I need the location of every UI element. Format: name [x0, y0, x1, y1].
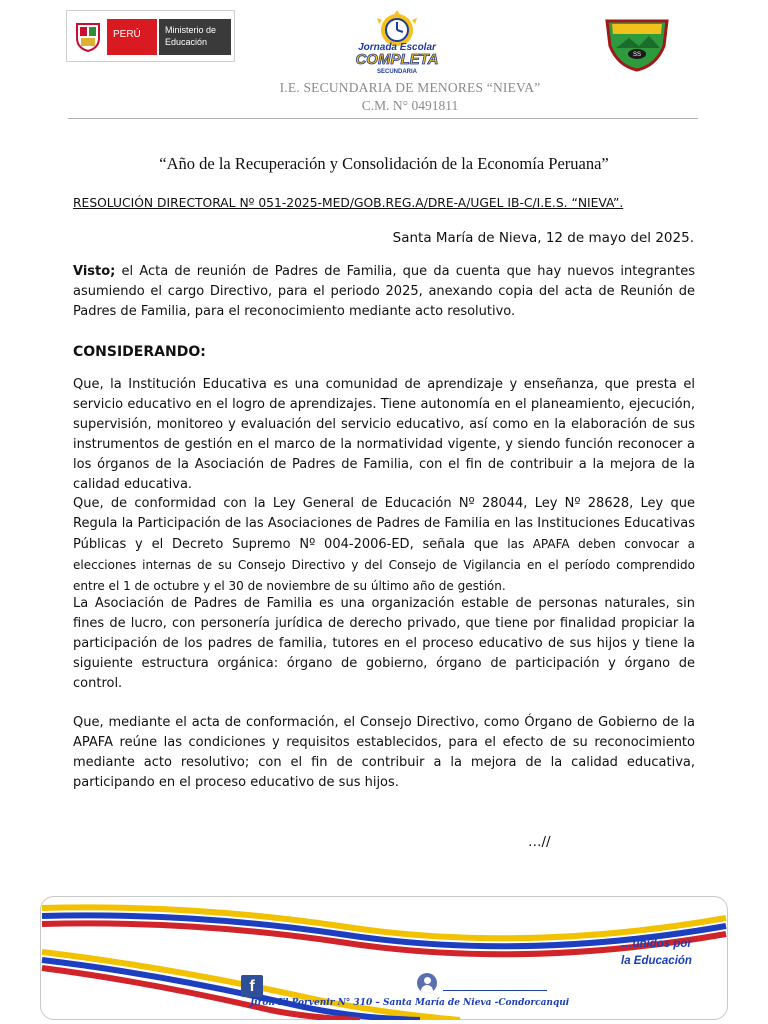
- year-title: “Año de la Recuperación y Consolidación de la Economía Peruana”: [159, 154, 609, 173]
- paragraph-association: La Asociación de Padres de Familia es una organización estable de personas naturales, sin fines de lucro, con personería jurídica de derecho privado, que tiene por finalidad propiciar la participación de los padres de familia, tutores en el proceso educativo de sus hijos y tiene la siguiente estructura orgánica: órgano de gobierno, órgano de participación y órgano de control.: [73, 596, 695, 691]
- ministry-logo: [66, 10, 235, 62]
- paragraph-law-main: Que, de conformidad con la Ley General de Educación Nº 28044, Ley Nº 28628, Ley que Regula la Participación de las Asociaciones de Padres de Familia en las Instituciones Educativas Públicas y el Decreto Supremo Nº 004-2006-ED, señala que: [73, 496, 695, 552]
- paragraph-law: [73, 494, 695, 597]
- user-icon: [417, 973, 437, 993]
- visto-text: el Acta de reunión de Padres de Familia, que da cuenta que hay nuevos integrantes asumiendo el cargo Directivo, para el periodo 2025, anexando copia del acta de Reunión de Padres de Familia, para el reconocimiento mediante acto resolutivo.: [73, 264, 695, 319]
- slogan-line2: la Educación: [621, 955, 692, 967]
- jornada-escolar-completa-logo: [347, 8, 447, 76]
- school-address: Jirón El Porvenir N° 310 – Santa María de Nieva -Condorcanqui: [250, 998, 570, 1008]
- peru-label: PERÚ: [113, 29, 141, 40]
- svg-text:SS: SS: [632, 52, 642, 58]
- school-code: C.M. N° 0491811: [361, 98, 459, 113]
- email-underline: [443, 990, 547, 991]
- paragraph-acta: Que, mediante el acta de conformación, el Consejo Directivo, como Órgano de Gobierno de la APAFA reúne las condiciones y requisitos establecidos, para el efecto de su reconocimiento mediante acto resolutivo; con el fin de contribuir a la mejora de la calidad educativa, participando en el proceso educativo de sus hijos.: [73, 715, 695, 790]
- jec-line2: COMPLETA: [355, 51, 439, 68]
- ministry-label-box: [159, 19, 231, 55]
- continuation-mark: …//: [528, 834, 551, 850]
- paragraph-law-apafa: las APAFA deben convocar a elecciones internas de su Consejo Directivo y del Consejo de Vigilancia en el período comprendido entre el 1 de octubre y el 30 de noviembre de su último año de gestión.: [73, 537, 695, 593]
- considerando-heading: CONSIDERANDO:: [73, 344, 206, 360]
- peru-shield-icon: [75, 20, 101, 52]
- facebook-icon[interactable]: f: [241, 975, 263, 997]
- visto-paragraph: [73, 262, 695, 322]
- jec-line3: SECUNDARIA: [376, 69, 418, 75]
- slogan-line1: …unidos por: [621, 938, 692, 950]
- school-crest-icon: [604, 18, 670, 72]
- peru-label-box: [107, 19, 157, 55]
- school-name: I.E. SECUNDARIA DE MENORES “NIEVA”: [279, 80, 541, 95]
- ministry-label: Ministerio de Educación: [165, 25, 217, 47]
- header-divider: [68, 118, 698, 119]
- document-date: Santa María de Nieva, 12 de mayo del 2025.: [392, 230, 694, 246]
- visto-label: Visto;: [73, 264, 116, 279]
- jec-line1: Jornada Escolar: [358, 42, 436, 53]
- paragraph-institution: Que, la Institución Educativa es una comunidad de aprendizaje y enseñanza, que presta el servicio educativo en el logro de aprendizajes. Tiene autonomía en el planeamiento, ejecución, supervisión, monitoreo y evaluación del servicio educativo, así como en la elaboración de sus instrumentos de gestión en el marco de la normatividad vigente, y siendo función reconocer a los órganos de la Asociación de Padres de Familia, con el fin de contribuir a la mejora de la calidad educativa.: [73, 377, 695, 492]
- resolution-number: RESOLUCIÓN DIRECTORAL Nº 051-2025-MED/GOB.REG.A/DRE-A/UGEL IB-C/I.E.S. “NIEVA”.: [73, 196, 624, 210]
